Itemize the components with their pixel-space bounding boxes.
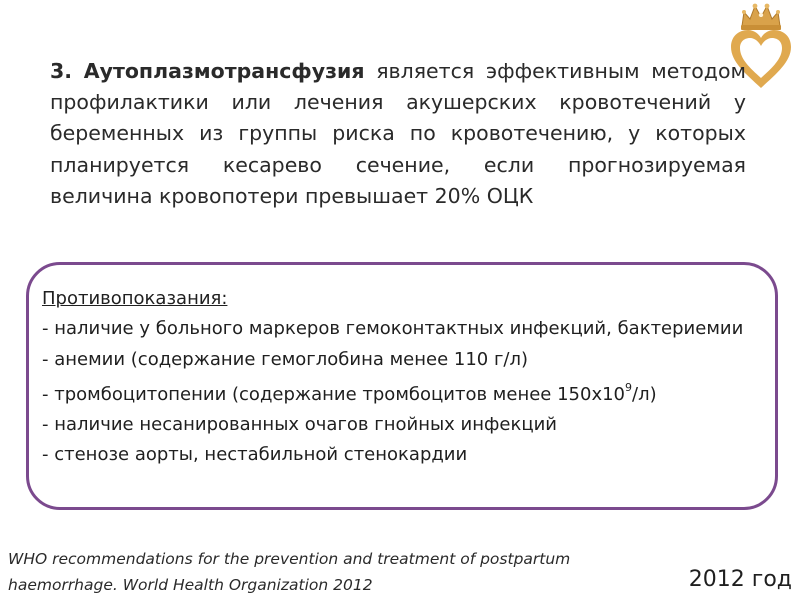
main-statement — [50, 56, 746, 212]
list-item-text: - тромбоцитопении (содержание тромбоцитов менее 150х10 — [42, 383, 625, 405]
statement-number: 3. — [50, 59, 73, 83]
citation: WHO recommendations for the prevention and treatment of postpartum haemorrhage. World Health Organization 2012 — [8, 550, 571, 594]
list-item: - стенозе аорты, нестабильной стенокардии — [42, 444, 468, 466]
list-item: - наличие у больного маркеров гемоконтактных инфекций, бактериемии — [42, 318, 744, 340]
superscript: 9 — [625, 380, 632, 394]
list-item: - анемии (содержание гемоглобина менее 110 г/л) — [42, 348, 529, 370]
list-item — [42, 375, 772, 410]
contraindications-title: Противопоказания: — [42, 288, 228, 309]
list-item-tail: /л) — [632, 383, 657, 405]
list-item: - наличие несанированных очагов гнойных инфекций — [42, 414, 558, 436]
statement-text: является эффективным методом профилактики или лечения акушерских кровотечений у беременных из группы риска по кровотечению, у которых планируется кесарево сечение, если прогнозируемая величина кровопотери превышает 20% ОЦК — [50, 59, 746, 208]
contraindications-list — [42, 284, 772, 471]
statement-term: Аутоплазмотрансфузия — [83, 59, 365, 83]
crown-icon — [741, 4, 781, 30]
year-label: 2012 год — [688, 567, 792, 592]
